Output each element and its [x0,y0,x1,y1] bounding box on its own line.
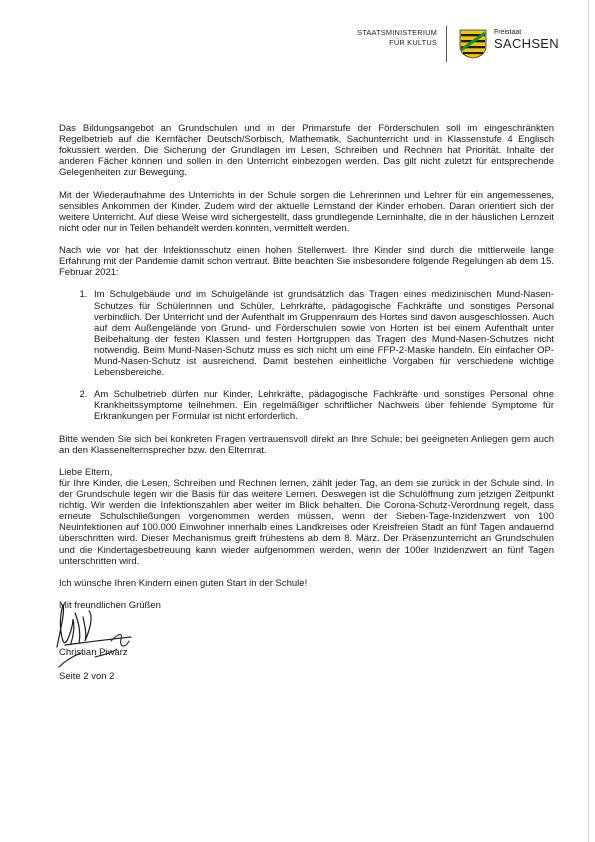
page-edge-line [588,0,589,842]
ministry-line-1: STAATSMINISTERIUM [357,28,437,37]
letter-body [59,123,554,683]
salutation: Liebe Eltern, [59,466,113,478]
state-name: SACHSEN [494,36,559,51]
paragraph-core-subjects: Das Bildungsangebot an Grundschulen und in der Primarstufe der Förderschulen soll im eingeschränkten Regelbetrieb auf die Kernfächer Deutsch/Sorbisch, Mathematik, Sachunterricht und in Klassenstufe 4 Englisch fokussiert werden. Die Sicherung der Grundlagen im Lesen, Schreiben und Rechnen hat Priorität. Inhalte der anderen Fächer können und sollen in den Unterricht einbezogen werden. Das gilt nicht zuletzt für entsprechende Gelegenheiten zur Bewegung. [59,123,554,179]
handwritten-signature-icon [51,597,141,669]
page-number: Seite 2 von 2 [59,671,115,683]
closing-wish: Ich wünsche Ihren Kindern einen guten Start in der Schule! [59,577,308,589]
rule-symptoms: 2. Am Schulbetrieb dürfen nur Kinder, Lehrkräfte, pädagogische Fachkräfte und sonstiges Personal ohne Krankheitssymptome teilnehmen. Ein regelmäßiger schriftlicher Nachweis über fehlende Symptome für Erkrankungen per Formular ist nicht erforderlich. [90,389,554,422]
signer-name: Christian Piwarz [59,647,128,659]
paragraph-resumption: Mit der Wiederaufnahme des Unterrichts in der Schule sorgen die Lehrerinnen und Lehrer für ein angemessenes, sensibles Ankommen der Kinder. Zudem wird der aktuelle Lernstand der Kinder erhoben. Daran orientiert sich der weitere Unterricht. Auf diese Weise wird sichergestellt, dass grundlegende Lerninhalte, die in der häuslichen Lernzeit nicht oder nur in Teilen behandelt werden konnten, vermittelt werden. [59,189,554,234]
paragraph-infection-protection: Nach wie vor hat der Infektionsschutz einen hohen Stellenwert. Ihre Kinder sind durch die mittlerweile lange Erfahrung mit der Pandemie damit schon vertraut. Bitte beachten Sie insbesondere folgende Regelungen ab dem 15. Februar 2021: [59,245,554,279]
state-wordmark [494,29,559,50]
paragraph-parents: für Ihre Kinder, die Lesen, Schreiben und Rechnen lernen, zählt jeder Tag, an dem sie zurück in der Schule sind. In der Grundschule legen wir die Basis für das weitere Lernen. Deswegen ist die Schulöffnung zum jetzigen Zeitpunkt richtig. Wir werden die Infektionszahlen aber weiter im Blick behalten. Die Corona-Schutz-Verordnung regelt, dass erneute Schulschließungen vorgenommen werden müssen, wenn der Sieben-Tage-Inzidenzwert von 100 Neuinfektionen auf 100.000 Einwohner innerhalb eines Landkreises oder Kreisfreien Stadt an fünf Tagen andauernd überschritten wird. Dieser Mechanismus greift frühestens ab dem 8. März. Der Präsenzunterricht an Grundschulen und die Kindertagesbetreuung kann wieder aufgenommen werden, wenn der 100er Inzidenzwert an fünf Tagen unterschritten wird. [59,478,554,567]
ministry-name [312,28,437,48]
ministry-line-2: FÜR KULTUS [389,38,437,47]
state-prefix: Freistaat [494,29,522,36]
saxony-coat-of-arms-icon [458,29,488,59]
signature-block [59,611,554,683]
rule-mask: 1. Im Schulgebäude und im Schulgelände ist grundsätzlich das Tragen eines medizinischen Mund-Nasen-Schutzes für Schülerinnen und Schüler, Lehrkräfte, pädagogische Fachkräfte und sonstiges Personal verbindlich. Der Unterricht und der Aufenthalt im Gruppenraum des Hortes sind davon ausgeschlossen. Auch auf dem Außengelände von Grund- und Förderschulen sowie von Horten ist bei einem Aufenthalt unter Beibehaltung der festen Klassen und festen Hortgruppen das Tragen des Mund-Nasen-Schutzes nicht notwendig. Beim Mund-Nasen-Schutz muss es sich nicht um eine FFP-2-Maske handeln. Ein einfacher OP-Mund-Nasen-Schutz ist ausreichend. Damit bestehen einheitliche Vorgaben für verschiedene wichtige Lebensbereiche. [90,289,554,378]
header-divider [446,26,447,62]
paragraph-contact: Bitte wenden Sie sich bei konkreten Fragen vertrauensvoll direkt an Ihre Schule; bei geeigneten Anliegen gern auch an den Klassenelternsprecher bzw. den Elternrat. [59,433,554,456]
closing-greeting: Mit freundlichen Grüßen [59,600,161,612]
rules-list [59,289,554,422]
